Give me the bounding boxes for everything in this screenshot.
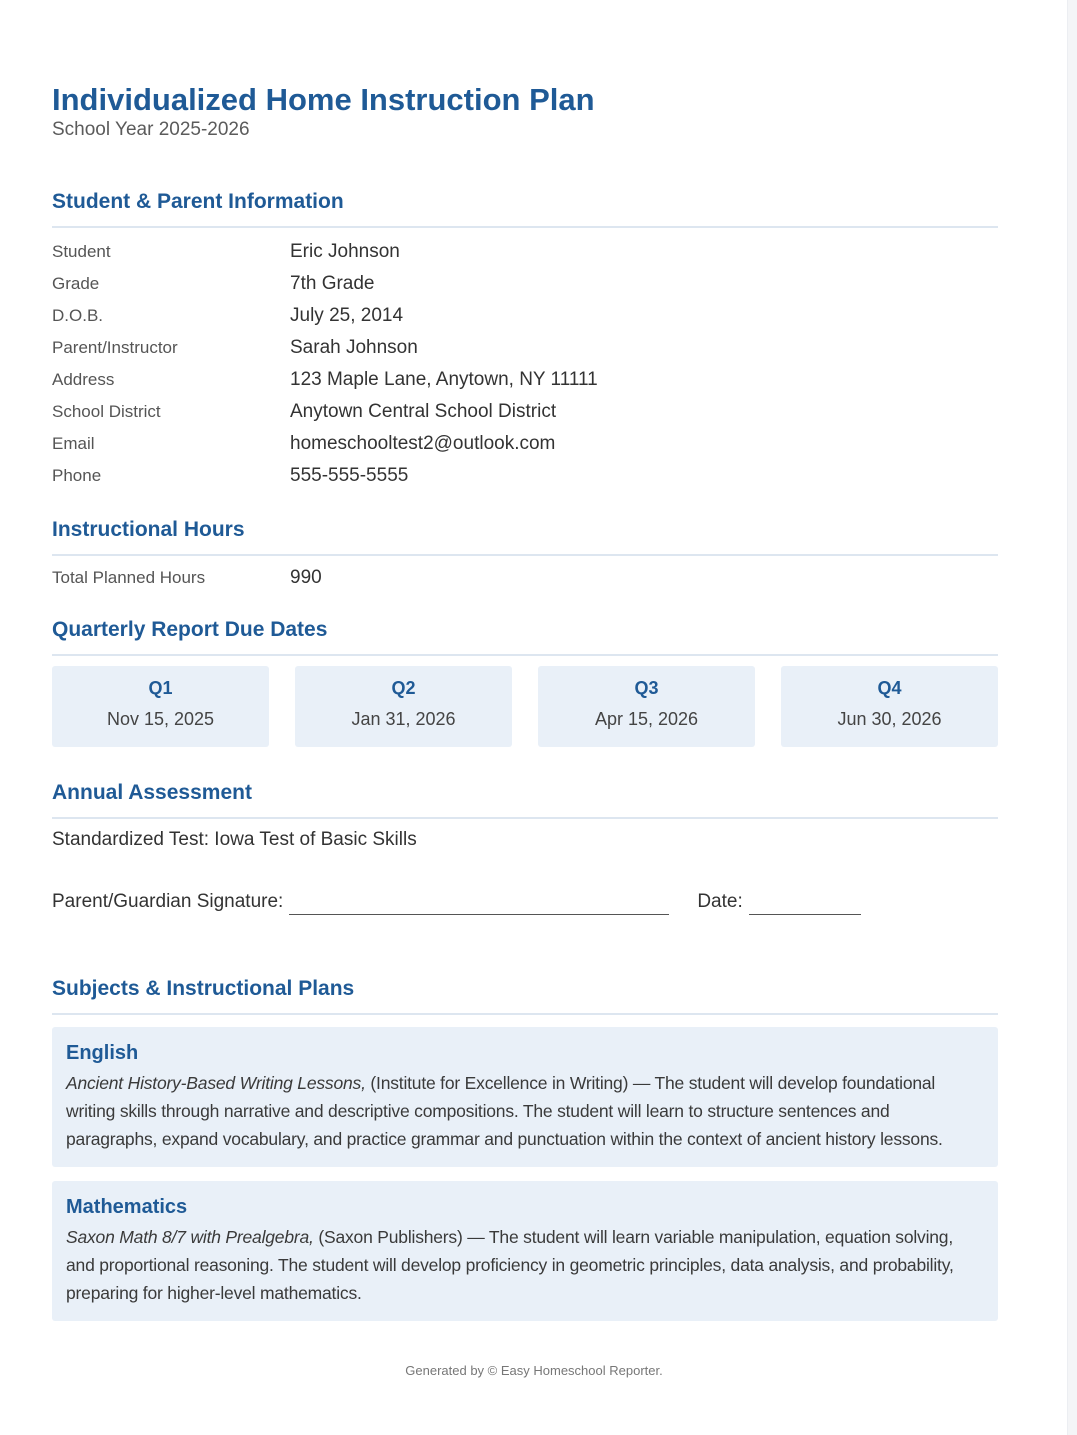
curriculum-publisher: (Institute for Excellence in Writing) — [365, 1073, 629, 1093]
info-label: D.O.B. — [52, 306, 104, 325]
info-value: Sarah Johnson — [290, 337, 418, 358]
info-value: homeschooltest2@outlook.com — [290, 433, 556, 454]
assessment-section — [52, 779, 998, 915]
info-label: Email — [52, 434, 95, 453]
info-row-hours — [52, 562, 998, 594]
info-value: 7th Grade — [290, 273, 375, 294]
info-label: Grade — [52, 274, 100, 293]
subject-description — [66, 1069, 984, 1153]
page-title: Individualized Home Instruction Plan — [52, 82, 595, 117]
section-heading-assessment: Annual Assessment — [52, 779, 998, 819]
signature-label: Parent/Guardian Signature: — [52, 891, 284, 912]
quarter-date: Apr 15, 2026 — [594, 709, 699, 729]
quarter-date: Nov 15, 2025 — [106, 709, 215, 729]
info-row-district — [52, 396, 998, 428]
date-field[interactable] — [749, 896, 861, 915]
subjects-section — [52, 975, 998, 1321]
page-edge — [1067, 0, 1077, 1435]
info-value: Eric Johnson — [290, 241, 400, 262]
info-value: 123 Maple Lane, Anytown, NY 11111 — [290, 369, 598, 390]
quarter-card-q3 — [538, 666, 755, 747]
quarter-label: Q2 — [391, 678, 416, 698]
subject-card-english — [52, 1027, 998, 1167]
info-label: Phone — [52, 466, 102, 485]
signature-field[interactable] — [289, 896, 669, 915]
info-label: Student — [52, 242, 111, 261]
info-row-email — [52, 428, 998, 460]
info-row-student — [52, 236, 998, 268]
signature-line — [52, 889, 998, 915]
info-value: 555-555-5555 — [290, 465, 409, 486]
section-heading-hours: Instructional Hours — [52, 516, 998, 556]
info-row-grade — [52, 268, 998, 300]
info-label: Total Planned Hours — [52, 568, 206, 587]
subject-description — [66, 1223, 984, 1307]
quarter-card-q1 — [52, 666, 269, 747]
quarter-label: Q3 — [634, 678, 659, 698]
subject-card-mathematics — [52, 1181, 998, 1321]
student-info-table — [52, 236, 998, 492]
quarter-cards — [52, 666, 998, 747]
student-info-section — [52, 188, 998, 492]
quarter-card-q2 — [295, 666, 512, 747]
info-value: Anytown Central School District — [290, 401, 557, 422]
hours-section — [52, 516, 998, 594]
info-row-parent — [52, 332, 998, 364]
date-label: Date: — [697, 891, 743, 912]
footer-credit: Generated by © Easy Homeschool Reporter. — [405, 1363, 663, 1378]
info-label: Parent/Instructor — [52, 338, 178, 357]
section-heading-quarterly: Quarterly Report Due Dates — [52, 616, 998, 656]
section-heading-student-info: Student & Parent Information — [52, 188, 998, 228]
page-subtitle: School Year 2025-2026 — [52, 119, 250, 140]
curriculum-title: Saxon Math 8/7 with Prealgebra, — [66, 1227, 314, 1247]
subject-name: Mathematics — [66, 1196, 188, 1218]
info-label: School District — [52, 402, 161, 421]
info-value: 990 — [290, 567, 322, 588]
quarter-label: Q1 — [148, 678, 173, 698]
quarter-date: Jun 30, 2026 — [837, 709, 942, 729]
subject-name: English — [66, 1042, 139, 1064]
quarter-date: Jan 31, 2026 — [351, 709, 456, 729]
info-row-phone — [52, 460, 998, 492]
info-label: Address — [52, 370, 115, 389]
curriculum-publisher: (Saxon Publishers) — [313, 1227, 463, 1247]
curriculum-details: — The student will learn variable manipulation, equation solving, and proportional reasoning. The student will develop proficiency in geometric principles, data analysis, and probability, preparing for higher-level mathematics. — [66, 1227, 954, 1303]
curriculum-title: Ancient History-Based Writing Lessons, — [66, 1073, 366, 1093]
info-value: July 25, 2014 — [290, 305, 404, 326]
document-content — [52, 80, 998, 1321]
curriculum-details: — The student will develop foundational writing skills through narrative and descriptive compositions. The student will learn to structure sentences and paragraphs, expand vocabulary, and practice grammar and punctuation within the context of ancient history lessons. — [66, 1073, 943, 1149]
quarterly-section — [52, 616, 998, 747]
quarter-label: Q4 — [877, 678, 902, 698]
info-row-address — [52, 364, 998, 396]
standardized-test-line: Standardized Test: Iowa Test of Basic Skills — [52, 829, 417, 850]
quarter-card-q4 — [781, 666, 998, 747]
info-row-dob — [52, 300, 998, 332]
section-heading-subjects: Subjects & Instructional Plans — [52, 975, 998, 1015]
